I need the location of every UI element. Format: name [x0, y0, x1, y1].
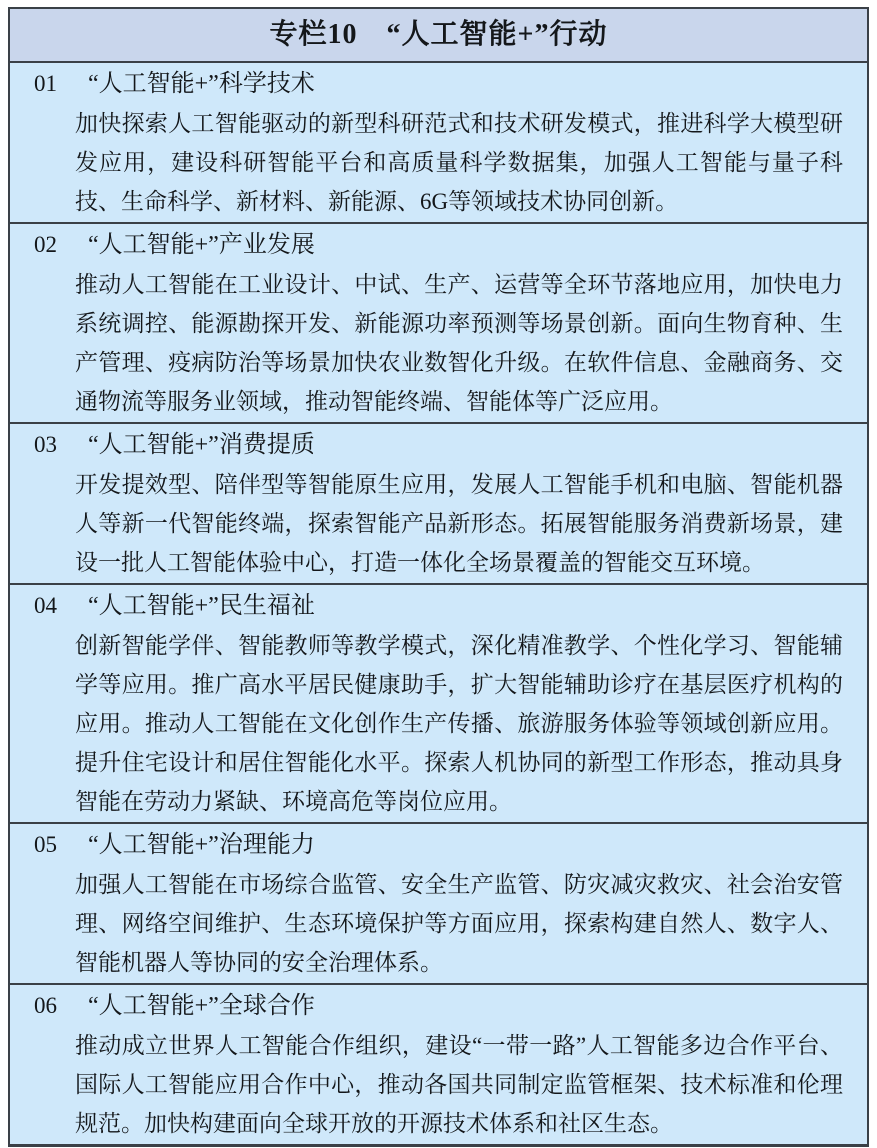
section-03	[10, 422, 867, 583]
section-03-heading-row	[10, 425, 867, 465]
section-02-heading-row	[10, 225, 867, 265]
section-06-heading-row	[10, 986, 867, 1026]
section-body: 推动人工智能在工业设计、中试、生产、运营等全环节落地应用，加快电力系统调控、能源勘探开发、新能源功率预测等场景创新。面向生物育种、生产管理、疫病防治等场景加快农业数智化升级。在软件信息、金融商务、交通物流等服务业领域，推动智能终端、智能体等广泛应用。	[75, 272, 843, 414]
section-number: 03	[34, 432, 57, 457]
section-number: 01	[34, 71, 57, 96]
section-01	[10, 63, 867, 222]
section-heading: “人工智能+”产业发展	[88, 232, 315, 258]
section-02	[10, 222, 867, 422]
box-title: 专栏10 “人工智能+”行动	[10, 9, 867, 63]
section-number: 02	[34, 232, 57, 257]
section-01-heading-row	[10, 64, 867, 104]
section-body: 加强人工智能在市场综合监管、安全生产监管、防灾减灾救灾、社会治安管理、网络空间维护、生态环境保护等方面应用，探索构建自然人、数字人、智能机器人等协同的安全治理体系。	[75, 872, 843, 975]
section-05-heading-row	[10, 825, 867, 865]
section-body: 推动成立世界人工智能合作组织，建设“一带一路”人工智能多边合作平台、国际人工智能应用合作中心，推动各国共同制定监管框架、技术标准和伦理规范。加快构建面向全球开放的开源技术体系和社区生态。	[75, 1033, 843, 1136]
column-box	[8, 7, 869, 1147]
section-06	[10, 983, 867, 1144]
section-body: 创新智能学伴、智能教师等教学模式，深化精准教学、个性化学习、智能辅学等应用。推广高水平居民健康助手，扩大智能辅助诊疗在基层医疗机构的应用。推动人工智能在文化创作生产传播、旅游服务体验等领域创新应用。提升住宅设计和居住智能化水平。探索人机协同的新型工作形态，推动具身智能在劳动力紧缺、环境高危等岗位应用。	[75, 633, 843, 814]
section-heading: “人工智能+”治理能力	[88, 832, 315, 858]
section-heading: “人工智能+”科学技术	[88, 71, 315, 97]
section-heading: “人工智能+”消费提质	[88, 432, 315, 458]
section-number: 06	[34, 993, 57, 1018]
section-04	[10, 583, 867, 822]
section-body: 加快探索人工智能驱动的新型科研范式和技术研发模式，推进科学大模型研发应用，建设科研智能平台和高质量科学数据集，加强人工智能与量子科技、生命科学、新材料、新能源、6G等领域技术协同创新。	[75, 111, 843, 214]
section-05	[10, 822, 867, 983]
section-body: 开发提效型、陪伴型等智能原生应用，发展人工智能手机和电脑、智能机器人等新一代智能终端，探索智能产品新形态。拓展智能服务消费新场景，建设一批人工智能体验中心，打造一体化全场景覆盖的智能交互环境。	[75, 472, 843, 575]
section-number: 05	[34, 832, 57, 857]
section-heading: “人工智能+”民生福祉	[88, 593, 315, 619]
section-heading: “人工智能+”全球合作	[88, 993, 315, 1019]
section-number: 04	[34, 593, 57, 618]
section-04-heading-row	[10, 586, 867, 626]
